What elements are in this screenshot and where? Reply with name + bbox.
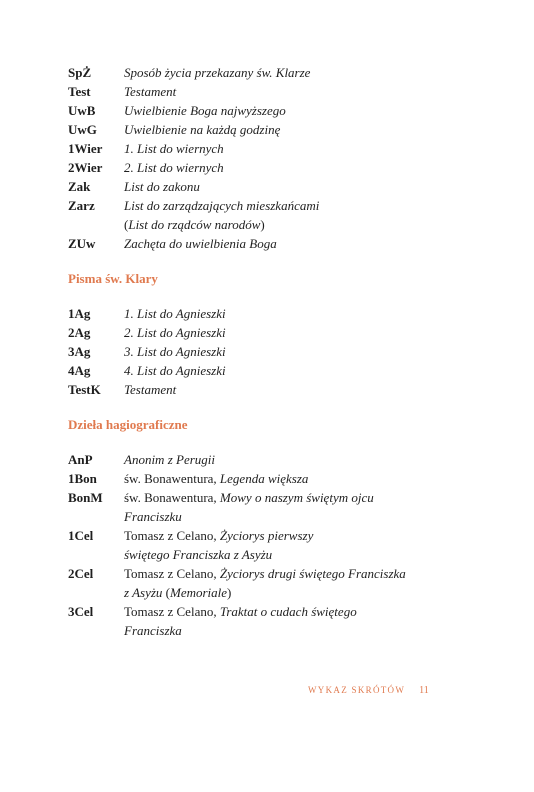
entry-row <box>68 323 468 342</box>
entry-text: Tomasz z Celano, <box>124 604 220 619</box>
entry-abbreviation: Test <box>68 84 91 99</box>
entry-abbreviation: ZUw <box>68 236 96 251</box>
entry-abbreviation: 4Ag <box>68 363 91 378</box>
entry-text: 4. List do Agnieszki <box>124 363 226 378</box>
entry-text: świętego Franciszka z Asyżu <box>124 547 273 562</box>
entry-description <box>124 158 468 177</box>
entry-abbreviation <box>68 621 124 640</box>
entry-abbreviation: 1Cel <box>68 528 94 543</box>
entry-text: Testament <box>124 84 177 99</box>
entry-text: 1. List do Agnieszki <box>124 306 226 321</box>
entry-row <box>68 304 468 323</box>
entry-abbreviation <box>68 507 124 526</box>
entry-description <box>124 507 468 526</box>
entry-description <box>124 63 468 82</box>
entry-description <box>124 380 468 399</box>
entry-description <box>124 215 468 234</box>
entry-description <box>124 602 468 621</box>
entry-text: ) <box>260 217 265 232</box>
entry-row <box>68 177 468 196</box>
entry-abbreviation <box>68 583 124 602</box>
entry-description <box>124 82 468 101</box>
entry-text: Uwielbienie Boga najwyższego <box>124 103 286 118</box>
entry-text: Tomasz z Celano, <box>124 528 220 543</box>
entry-abbreviation: 1Bon <box>68 471 97 486</box>
entry-row <box>68 583 468 602</box>
entry-description <box>124 323 468 342</box>
entry-row <box>68 139 468 158</box>
entry-row <box>68 120 468 139</box>
entry-description <box>124 101 468 120</box>
entry-row <box>68 469 468 488</box>
entry-abbreviation: UwG <box>68 122 97 137</box>
entry-text: Sposób życia przekazany św. Klarze <box>124 65 311 80</box>
entry-row <box>68 507 468 526</box>
entry-description <box>124 304 468 323</box>
entry-abbreviation: Zak <box>68 179 91 194</box>
entry-abbreviation: Zarz <box>68 198 95 213</box>
entry-description <box>124 177 468 196</box>
entry-text: Memoriale <box>170 585 228 600</box>
entry-text: Życiorys pierwszy <box>219 528 314 543</box>
entry-description <box>124 526 468 545</box>
entry-text: ( <box>162 585 170 600</box>
entry-description <box>124 621 468 640</box>
entry-text: Franciszka <box>124 623 182 638</box>
entry-text: z Asyżu <box>124 585 163 600</box>
entry-text: Mowy o naszym świętym ojcu <box>219 490 374 505</box>
entry-text: Anonim z Perugii <box>124 452 215 467</box>
entry-abbreviation: 3Ag <box>68 344 91 359</box>
entry-abbreviation <box>68 545 124 564</box>
section-title-hagiographic: Dzieła hagiograficzne <box>68 417 188 432</box>
entry-abbreviation: AnP <box>68 452 93 467</box>
entry-row <box>68 234 468 253</box>
entry-abbreviation: BonM <box>68 490 103 505</box>
entry-abbreviation: 1Ag <box>68 306 91 321</box>
entry-abbreviation: 2Ag <box>68 325 91 340</box>
entry-text: Traktat o cudach świętego <box>219 604 357 619</box>
entry-text: 2. List do Agnieszki <box>124 325 226 340</box>
entry-text: 1. List do wiernych <box>124 141 224 156</box>
entry-row <box>68 602 468 621</box>
hagiographic-list <box>68 450 468 640</box>
section-title-clare: Pisma św. Klary <box>68 271 158 286</box>
entry-text: 2. List do wiernych <box>124 160 224 175</box>
entry-row <box>68 342 468 361</box>
entry-row <box>68 380 468 399</box>
entry-row <box>68 82 468 101</box>
entry-row <box>68 158 468 177</box>
entry-description <box>124 234 468 253</box>
entry-row <box>68 526 468 545</box>
entry-text: Zachęta do uwielbienia Boga <box>124 236 277 251</box>
entry-description <box>124 488 468 507</box>
entry-description <box>124 469 468 488</box>
running-head: WYKAZ SKRÓTÓW <box>308 685 406 695</box>
entry-description <box>124 120 468 139</box>
entry-text: Franciszku <box>124 509 182 524</box>
entry-text: List do zarządzających mieszkańcami <box>124 198 320 213</box>
entry-text: ) <box>227 585 232 600</box>
entry-row <box>68 101 468 120</box>
entry-text: 3. List do Agnieszki <box>124 344 226 359</box>
entry-description <box>124 361 468 380</box>
entry-description <box>124 342 468 361</box>
entry-abbreviation <box>68 215 124 234</box>
entry-row <box>68 621 468 640</box>
entry-text: List do zakonu <box>124 179 200 194</box>
page-number: 11 <box>419 685 429 696</box>
entry-text: Testament <box>124 382 177 397</box>
entry-text: Uwielbienie na każdą godzinę <box>124 122 281 137</box>
entry-description <box>124 450 468 469</box>
entry-row <box>68 215 468 234</box>
entry-text: Życiorys drugi świętego Franciszka <box>219 566 406 581</box>
entry-text: św. Bonawentura, <box>124 471 220 486</box>
clare-writings-list <box>68 304 468 399</box>
entry-text: List do rządców narodów <box>128 217 261 232</box>
entry-row <box>68 63 468 82</box>
entry-description <box>124 545 468 564</box>
entry-text: św. Bonawentura, <box>124 490 220 505</box>
entry-row <box>68 361 468 380</box>
entry-row <box>68 196 468 215</box>
entry-abbreviation: UwB <box>68 103 96 118</box>
entry-row <box>68 450 468 469</box>
entry-abbreviation: 3Cel <box>68 604 94 619</box>
entry-description <box>124 564 468 583</box>
francis-writings-list <box>68 63 468 253</box>
entry-description <box>124 196 468 215</box>
page-footer <box>308 685 429 696</box>
entry-text: Legenda większa <box>219 471 309 486</box>
entry-text: ( <box>124 217 129 232</box>
entry-description <box>124 139 468 158</box>
entry-description <box>124 583 468 602</box>
entry-abbreviation: 2Wier <box>68 160 103 175</box>
entry-row <box>68 564 468 583</box>
entry-abbreviation: 2Cel <box>68 566 94 581</box>
entry-row <box>68 545 468 564</box>
entry-row <box>68 488 468 507</box>
entry-abbreviation: 1Wier <box>68 141 103 156</box>
entry-text: Tomasz z Celano, <box>124 566 220 581</box>
entry-abbreviation: TestK <box>68 382 101 397</box>
abbreviation-list <box>68 63 468 640</box>
entry-abbreviation: SpŻ <box>68 65 92 80</box>
